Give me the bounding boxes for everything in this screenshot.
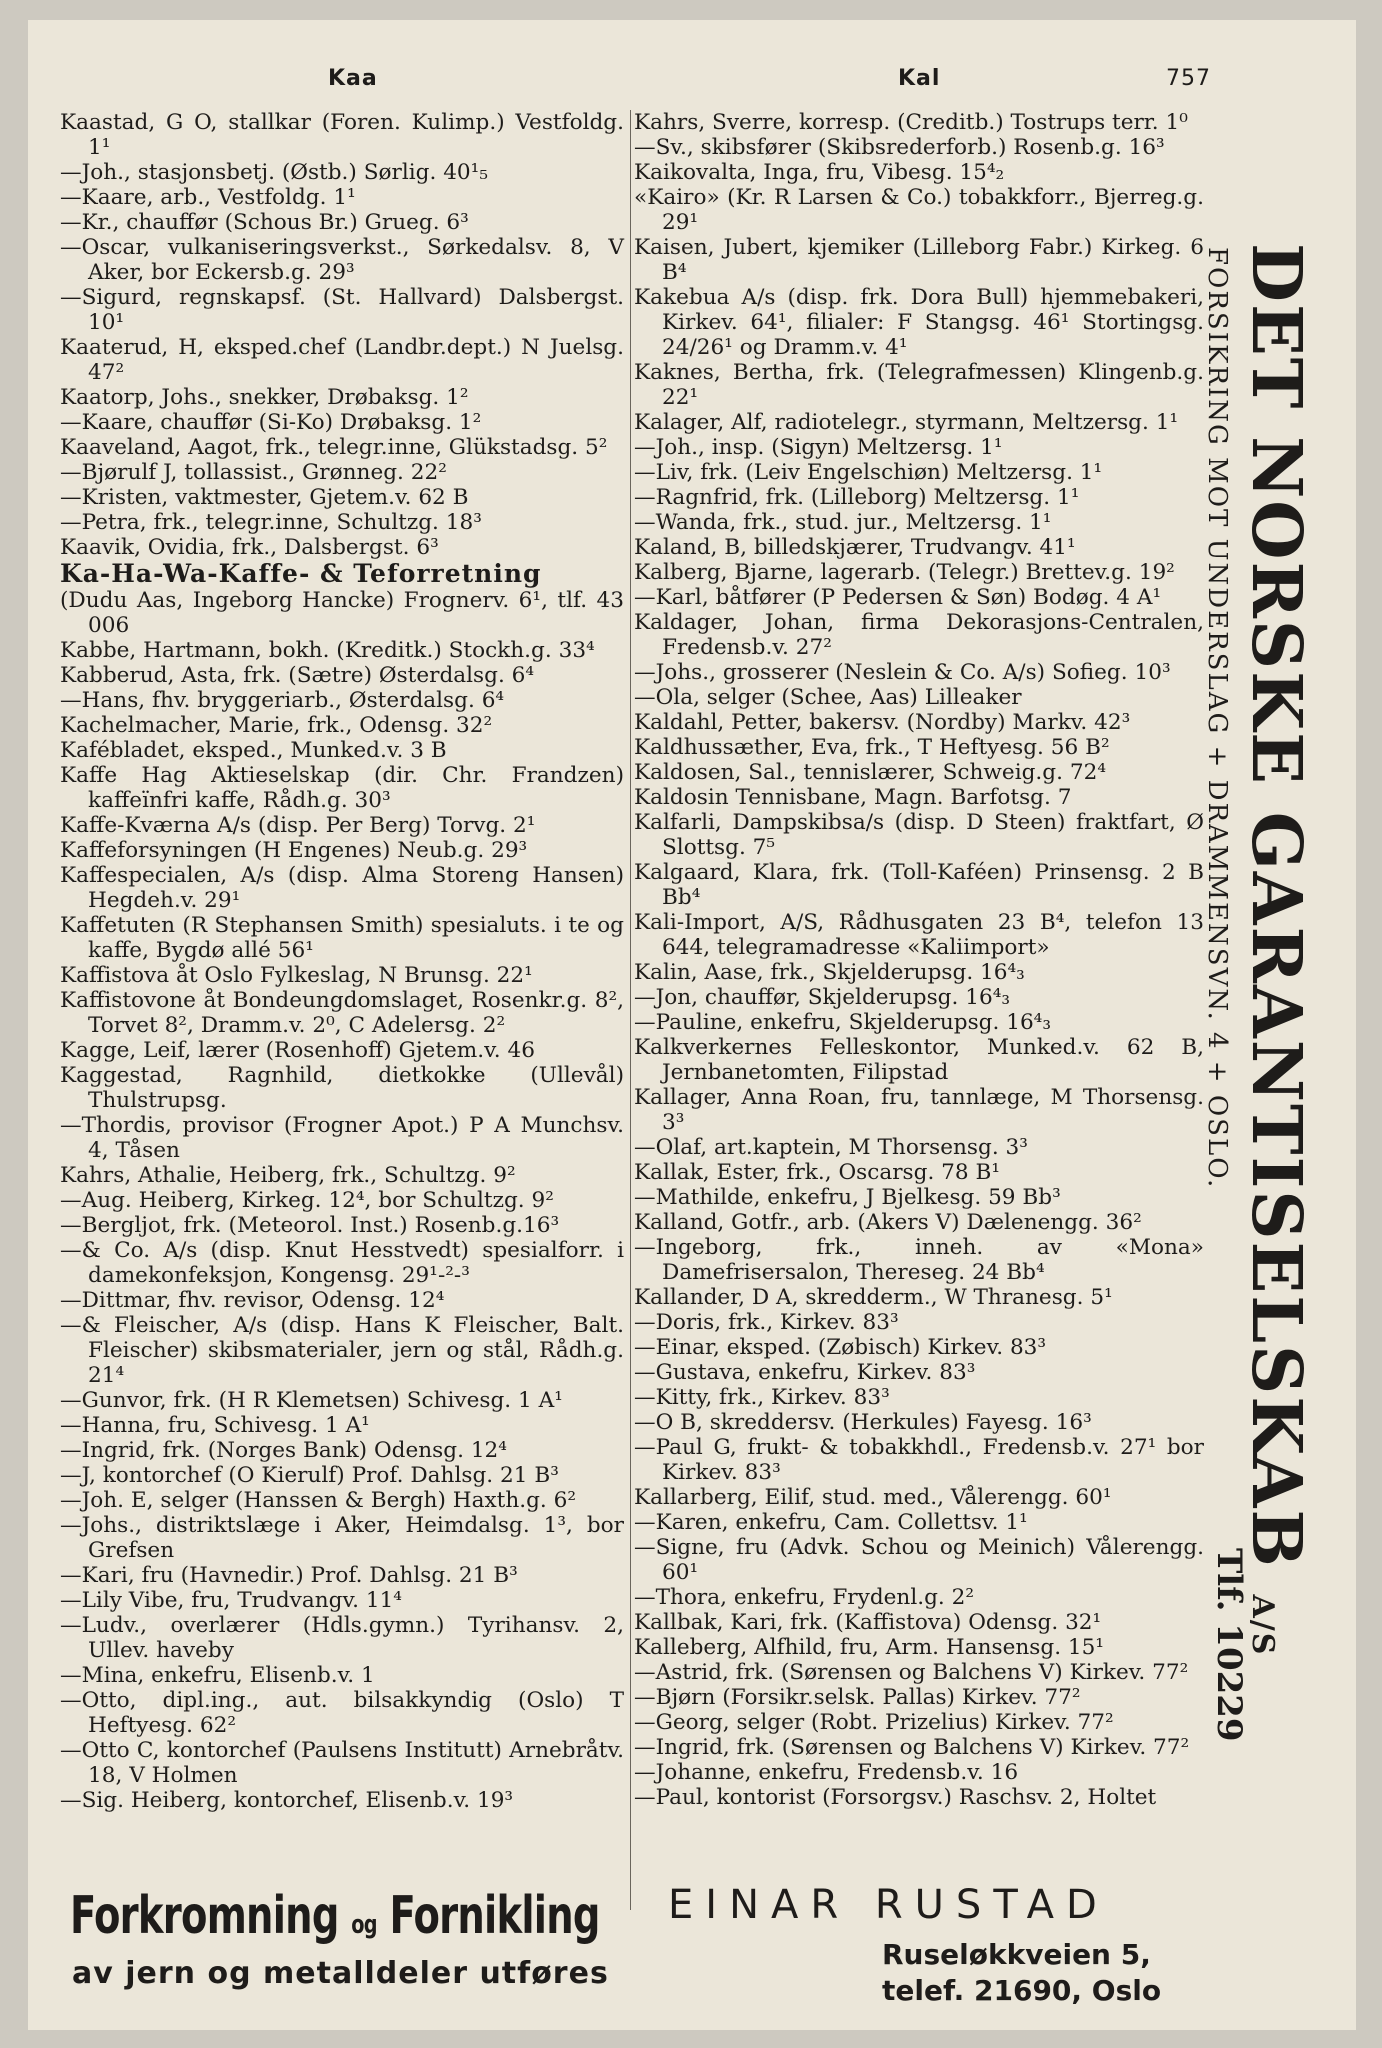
column-divider — [630, 110, 631, 1910]
directory-entry: —Johanne, enkefru, Fredensb.v. 16 — [634, 1760, 1019, 1785]
directory-entry: Kabberud, Asta, frk. (Sætre) Østerdalsg. 6⁴ — [60, 663, 535, 688]
directory-entry: —Karen, enkefru, Cam. Collettsv. 1¹ — [634, 1510, 1028, 1535]
ad-einar-address: Ruseløkkveien 5, — [882, 1938, 1151, 1971]
header-center: Kal — [898, 66, 941, 91]
directory-entry: —Petra, frk., telegr.inne, Schultzg. 18³ — [60, 510, 482, 535]
directory-entry: Kallbak, Kari, frk. (Kaffistova) Odensg. 32¹ — [634, 1610, 1102, 1635]
directory-entry: Kaland, B, billedskjærer, Trudvangv. 41¹ — [634, 535, 1076, 560]
directory-entry: —Lily Vibe, fru, Trudvangv. 11⁴ — [60, 1588, 402, 1613]
directory-entry: Kaaterud, H, eksped.chef (Landbr.dept.) N Juelsg. 47² — [60, 335, 624, 385]
directory-entry: —Sv., skibsfører (Skibsrederforb.) Rosenb.g. 16³ — [634, 135, 1165, 160]
directory-entry: Kabbe, Hartmann, bokh. (Kreditk.) Stockh.g. 33⁴ — [60, 638, 595, 663]
directory-entry: Kaaveland, Aagot, frk., telegr.inne, Glükstadsg. 5² — [60, 435, 608, 460]
directory-entry: —Oscar, vulkaniseringsverkst., Sørkedalsv. 8, V Aker, bor Eckersb.g. 29³ — [60, 235, 624, 285]
directory-entry: —Mina, enkefru, Elisenb.v. 1 — [60, 1663, 375, 1688]
directory-entry: Kaisen, Jubert, kjemiker (Lilleborg Fabr.) Kirkeg. 6 B⁴ — [634, 235, 1204, 285]
directory-entry: —Bergljot, frk. (Meteorol. Inst.) Rosenb.g.16³ — [60, 1213, 560, 1238]
directory-entry: —Joh., insp. (Sigyn) Meltzersg. 1¹ — [634, 435, 1003, 460]
directory-entry: —Ragnfrid, frk. (Lilleborg) Meltzersg. 1¹ — [634, 485, 1080, 510]
directory-entry: Kaikovalta, Inga, fru, Vibesg. 15⁴₂ — [634, 160, 1005, 185]
directory-entry: Kakebua A/s (disp. frk. Dora Bull) hjemmebakeri, Kirkev. 64¹, filialer: F Stangsg. 46¹ Stortingsg. 24/26¹ og Dramm.v. 4¹ — [634, 285, 1204, 360]
directory-entry: Kallarberg, Eilif, stud. med., Vålerengg. 60¹ — [634, 1485, 1112, 1510]
directory-entry: —Astrid, frk. (Sørensen og Balchens V) Kirkev. 77² — [634, 1660, 1189, 1685]
directory-entry: Kallak, Ester, frk., Oscarsg. 78 B¹ — [634, 1160, 1001, 1185]
directory-entry: —Aug. Heiberg, Kirkeg. 12⁴, bor Schultzg. 9² — [60, 1188, 554, 1213]
directory-entry: Kaffe-Kværna A/s (disp. Per Berg) Torvg. 2¹ — [60, 813, 536, 838]
side-ad-line: FORSIKRING MOT UNDERSLAG + DRAMMENSVN. 4 + OSLO. — [1202, 247, 1232, 1190]
directory-entry: —Sig. Heiberg, kontorchef, Elisenb.v. 19³ — [60, 1788, 514, 1813]
directory-entry: Kalberg, Bjarne, lagerarb. (Telegr.) Brettev.g. 19² — [634, 560, 1175, 585]
ad-einar-phone: telef. 21690, Oslo — [882, 1974, 1162, 2007]
directory-entry: —O B, skreddersv. (Herkules) Fayesg. 16³ — [634, 1410, 1092, 1435]
directory-entry: —Paul G, frukt- & tobakkhdl., Fredensb.v. 27¹ bor Kirkev. 83³ — [634, 1435, 1204, 1485]
header-left: Kaa — [328, 66, 378, 91]
side-ad-phone: Tlf. 10229 — [1209, 1548, 1249, 1742]
directory-entry: Kagge, Leif, lærer (Rosenhoff) Gjetem.v. 46 — [60, 1038, 535, 1063]
directory-entry: —Liv, frk. (Leiv Engelschiøn) Meltzersg. 1¹ — [634, 460, 1103, 485]
directory-entry: —Ingrid, frk. (Norges Bank) Odensg. 12⁴ — [60, 1438, 507, 1463]
directory-entry: «Kairo» (Kr. R Larsen & Co.) tobakkforr., Bjerreg.g. 29¹ — [634, 185, 1204, 235]
directory-entry: —& Co. A/s (disp. Knut Hesstvedt) spesialforr. i damekonfeksjon, Kongensg. 29¹-²-³ — [60, 1238, 624, 1288]
directory-entry: —Bjørulf J, tollassist., Grønneg. 22² — [60, 460, 447, 485]
directory-entry: Kaldhussæther, Eva, frk., T Heftyesg. 56 B² — [634, 735, 1110, 760]
directory-entry: —Karl, båtfører (P Pedersen & Søn) Bodøg. 4 A¹ — [634, 585, 1162, 610]
side-ad-name: DET NORSKE GARANTISELSKAB A/S — [1236, 243, 1316, 1657]
directory-entry: Kaldager, Johan, firma Dekorasjons-Centralen, Fredensb.v. 27² — [634, 610, 1204, 660]
directory-entry: Kaffe Hag Aktieselskap (dir. Chr. Frandzen) kaffeïnfri kaffe, Rådh.g. 30³ — [60, 763, 624, 813]
directory-entry: —Einar, eksped. (Zøbisch) Kirkev. 83³ — [634, 1335, 1047, 1360]
directory-entry: Kaldahl, Petter, bakersv. (Nordby) Markv. 42³ — [634, 710, 1131, 735]
directory-entry: —Kari, fru (Havnedir.) Prof. Dahlsg. 21 B³ — [60, 1563, 518, 1588]
directory-entry: Kaffistovone åt Bondeungdomslaget, Rosenkr.g. 8², Torvet 8², Dramm.v. 2⁰, C Adelersg. 2² — [60, 988, 624, 1038]
ad-forkromning: Forkromning og Fornikling — [70, 1886, 600, 1946]
directory-entry: —Johs., grosserer (Neslein & Co. A/s) Sofieg. 10³ — [634, 660, 1171, 685]
directory-entry: —Kaare, arb., Vestfoldg. 1¹ — [60, 185, 356, 210]
ad-einar-rustad: EINAR RUSTAD — [668, 1882, 1109, 1928]
directory-entry: Kalgaard, Klara, frk. (Toll-Kaféen) Prinsensg. 2 B Bb⁴ — [634, 860, 1204, 910]
directory-entry: Kaknes, Bertha, frk. (Telegrafmessen) Klingenb.g. 22¹ — [634, 360, 1204, 410]
directory-entry: Kalkverkernes Felleskontor, Munked.v. 62 B, Jernbanetomten, Filipstad — [634, 1035, 1204, 1085]
directory-entry: —Dittmar, fhv. revisor, Odensg. 12⁴ — [60, 1288, 445, 1313]
page-number: 757 — [1166, 66, 1211, 91]
right-column — [634, 110, 1204, 1810]
directory-entry: —Otto C, kontorchef (Paulsens Institutt) Arnebråtv. 18, V Holmen — [60, 1738, 624, 1788]
directory-entry: Kaavik, Ovidia, frk., Dalsbergst. 6³ — [60, 535, 439, 560]
directory-entry: Kachelmacher, Marie, frk., Odensg. 32² — [60, 713, 493, 738]
directory-entry: Kaggestad, Ragnhild, dietkokke (Ullevål) Thulstrupsg. — [60, 1063, 624, 1113]
directory-entry: Kalleberg, Alfhild, fru, Arm. Hansensg. 15¹ — [634, 1635, 1105, 1660]
directory-entry: Ka-Ha-Wa-Kaffe- & Teforretning — [60, 559, 542, 588]
directory-entry: —Gunvor, frk. (H R Klemetsen) Schivesg. 1 A¹ — [60, 1388, 563, 1413]
directory-entry: —Signe, fru (Advk. Schou og Meinich) Vålerengg. 60¹ — [634, 1535, 1204, 1585]
directory-entry: —Ingrid, frk. (Sørensen og Balchens V) Kirkev. 77² — [634, 1735, 1190, 1760]
directory-entry: Kalin, Aase, frk., Skjelderupsg. 16⁴₃ — [634, 960, 1025, 985]
directory-entry: —J, kontorchef (O Kierulf) Prof. Dahlsg. 21 B³ — [60, 1463, 559, 1488]
directory-entry: —Paul, kontorist (Forsorgsv.) Raschsv. 2, Holtet — [634, 1785, 1157, 1810]
directory-entry: Kaffespecialen, A/s (disp. Alma Storeng Hansen) Hegdeh.v. 29¹ — [60, 863, 624, 913]
directory-entry: —Joh., stasjonsbetj. (Østb.) Sørlig. 40¹₅ — [60, 160, 488, 185]
directory-entry: —Joh. E, selger (Hanssen & Bergh) Haxth.g. 6² — [60, 1488, 577, 1513]
directory-entry: —Bjørn (Forsikr.selsk. Pallas) Kirkev. 77² — [634, 1685, 1081, 1710]
directory-entry: —Sigurd, regnskapsf. (St. Hallvard) Dalsbergst. 10¹ — [60, 285, 624, 335]
directory-entry: Kallager, Anna Roan, fru, tannlæge, M Thorsensg. 3³ — [634, 1085, 1204, 1135]
ad-forkromning-sub: av jern og metalldeler utføres — [72, 1956, 609, 1991]
left-column — [60, 110, 624, 1813]
directory-entry: —Wanda, frk., stud. jur., Meltzersg. 1¹ — [634, 510, 1052, 535]
directory-entry: —Hans, fhv. bryggeriarb., Østerdalsg. 6⁴ — [60, 688, 505, 713]
directory-entry: Kafébladet, eksped., Munked.v. 3 B — [60, 738, 447, 763]
directory-entry: Kaffetuten (R Stephansen Smith) spesialuts. i te og kaffe, Bygdø allé 56¹ — [60, 913, 624, 963]
directory-entry: —Johs., distriktslæge i Aker, Heimdalsg. 1³, bor Grefsen — [60, 1513, 624, 1563]
directory-entry: —Jon, chauffør, Skjelderupsg. 16⁴₃ — [634, 985, 1011, 1010]
directory-entry: —Thora, enkefru, Frydenl.g. 2² — [634, 1585, 975, 1610]
directory-entry: —Doris, frk., Kirkev. 83³ — [634, 1310, 899, 1335]
directory-entry: Kaatorp, Johs., snekker, Drøbaksg. 1² — [60, 385, 469, 410]
directory-entry: (Dudu Aas, Ingeborg Hancke) Frognerv. 6¹, tlf. 43 006 — [60, 588, 624, 638]
directory-entry: —Ludv., overlærer (Hdls.gymn.) Tyrihansv. 2, Ullev. haveby — [60, 1613, 624, 1663]
directory-entry: —Mathilde, enkefru, J Bjelkesg. 59 Bb³ — [634, 1185, 1061, 1210]
directory-entry: Kali-Import, A/S, Rådhusgaten 23 B⁴, telefon 13 644, telegramadresse «Kaliimport» — [634, 910, 1204, 960]
directory-entry: —& Fleischer, A/s (disp. Hans K Fleischer, Balt. Fleischer) skibsmaterialer, jern og stål, Rådh.g. 21⁴ — [60, 1313, 624, 1388]
directory-entry: —Kr., chauffør (Schous Br.) Grueg. 6³ — [60, 210, 469, 235]
directory-entry: Kallander, D A, skredderm., W Thranesg. 5¹ — [634, 1285, 1113, 1310]
directory-entry: —Ola, selger (Schee, Aas) Lilleaker — [634, 685, 1022, 710]
directory-entry: —Pauline, enkefru, Skjelderupsg. 16⁴₃ — [634, 1010, 1051, 1035]
directory-entry: Kalland, Gotfr., arb. (Akers V) Dælenengg. 36² — [634, 1210, 1142, 1235]
directory-entry: Kalager, Alf, radiotelegr., styrmann, Meltzersg. 1¹ — [634, 410, 1179, 435]
directory-entry: —Ingeborg, frk., inneh. av «Mona» Damefrisersalon, Thereseg. 24 Bb⁴ — [634, 1235, 1204, 1285]
directory-entry: Kahrs, Athalie, Heiberg, frk., Schultzg. 9² — [60, 1163, 516, 1188]
directory-entry: —Kaare, chauffør (Si-Ko) Drøbaksg. 1² — [60, 410, 482, 435]
directory-entry: —Olaf, art.kaptein, M Thorsensg. 3³ — [634, 1135, 1028, 1160]
directory-entry: —Georg, selger (Robt. Prizelius) Kirkev. 77² — [634, 1710, 1114, 1735]
directory-entry: —Hanna, fru, Schivesg. 1 A¹ — [60, 1413, 370, 1438]
directory-entry: Kahrs, Sverre, korresp. (Creditb.) Tostrups terr. 1⁰ — [634, 110, 1188, 135]
directory-entry: Kaldosin Tennisbane, Magn. Barfotsg. 7 — [634, 785, 1072, 810]
directory-entry: —Gustava, enkefru, Kirkev. 83³ — [634, 1360, 976, 1385]
directory-entry: Kaldosen, Sal., tennislærer, Schweig.g. 72⁴ — [634, 760, 1106, 785]
directory-entry: —Kristen, vaktmester, Gjetem.v. 62 B — [60, 485, 469, 510]
directory-entry: Kalfarli, Dampskibsa/s (disp. D Steen) fraktfart, Ø Slottsg. 7⁵ — [634, 810, 1204, 860]
directory-entry: —Thordis, provisor (Frogner Apot.) P A Munchsv. 4, Tåsen — [60, 1113, 624, 1163]
directory-entry: —Kitty, frk., Kirkev. 83³ — [634, 1385, 890, 1410]
directory-entry: Kaastad, G O, stallkar (Foren. Kulimp.) Vestfoldg. 1¹ — [60, 110, 624, 160]
directory-entry: —Otto, dipl.ing., aut. bilsakkyndig (Oslo) T Heftyesg. 62² — [60, 1688, 624, 1738]
directory-entry: Kaffistova åt Oslo Fylkeslag, N Brunsg. 22¹ — [60, 963, 533, 988]
directory-entry: Kaffeforsyningen (H Engenes) Neub.g. 29³ — [60, 838, 528, 863]
